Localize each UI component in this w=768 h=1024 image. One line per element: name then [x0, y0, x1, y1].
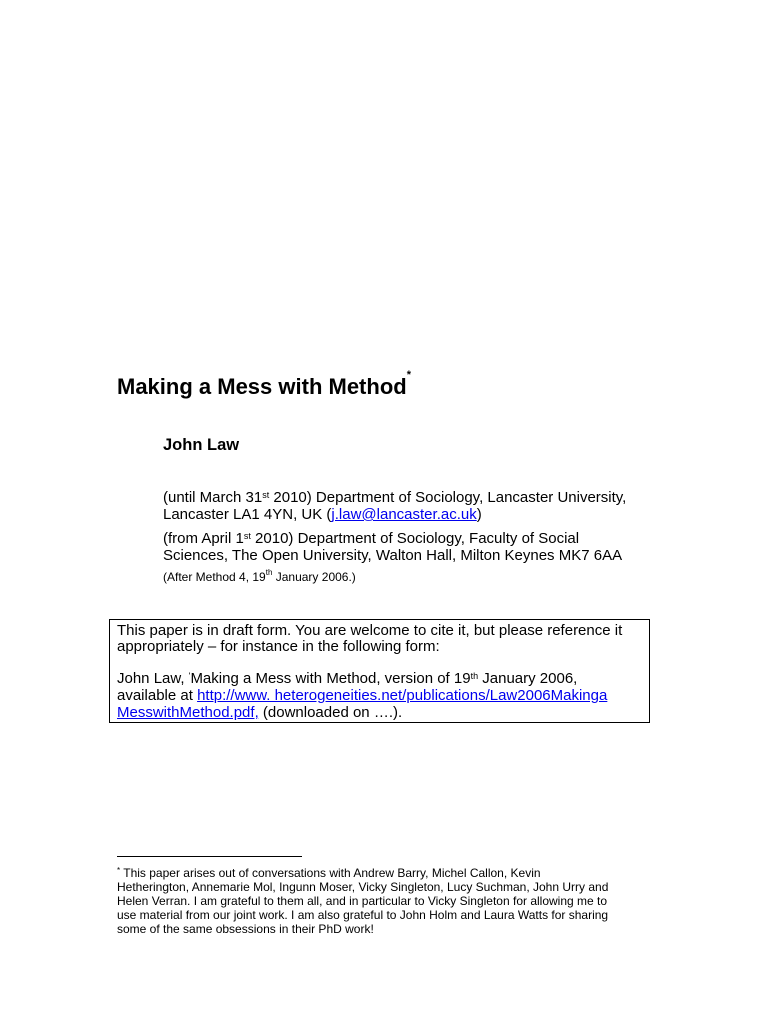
affiliation-2-text: 2010) Department of Sociology, Faculty of Social [250, 530, 580, 547]
title-text: Making a Mess with Method [117, 374, 407, 399]
footnote-separator [117, 856, 302, 857]
version-note [163, 570, 356, 584]
citation-line-2 [117, 687, 607, 705]
citation-text: January 2006, [478, 670, 578, 687]
citation-text: Making a Mess with Method, version of 19 [190, 670, 471, 687]
email-link[interactable]: j.law@lancaster.ac.uk [331, 506, 477, 523]
affiliation-1-text: Lancaster LA1 4YN, UK ( [163, 506, 332, 523]
ordinal-suffix: st [243, 531, 251, 541]
ordinal-suffix: th [470, 671, 479, 681]
affiliation-1-text: ) [476, 506, 482, 523]
affiliation-2-line-2: Sciences, The Open University, Walton Hall, Milton Keynes MK7 6AA [163, 547, 623, 564]
affiliation-1-text: (until March 31 [163, 489, 263, 506]
footnote-marker: * [117, 866, 121, 875]
citation-line-1 [117, 670, 577, 688]
footnote-text: This paper arises out of conversations with Andrew Barry, Michel Callon, Kevin [120, 866, 541, 880]
paper-url-link[interactable]: http://www. heterogeneities.net/publications/Law2006Makinga [197, 687, 608, 704]
version-note-text: (After Method 4, 19 [163, 570, 266, 584]
footnote-line-3: Helen Verran. I am grateful to them all, and in particular to Vicky Singleton for allowing me to [117, 894, 608, 908]
affiliation-1-line-2 [163, 506, 482, 524]
paper-title [117, 369, 411, 400]
title-footnote-marker: * [406, 369, 411, 381]
ordinal-suffix: st [262, 490, 270, 500]
citation-text: John Law, [117, 670, 189, 687]
citation-text: available at [117, 687, 198, 704]
version-note-text: January 2006.) [272, 570, 356, 584]
affiliation-2-text: (from April 1 [163, 530, 244, 547]
citation-text: (downloaded on ….). [258, 704, 403, 721]
quote-mark: ' [188, 671, 191, 681]
footnote-line-2: Hetherington, Annemarie Mol, Ingunn Moser, Vicky Singleton, Lucy Suchman, John Urry and [117, 880, 609, 894]
author-name: John Law [163, 436, 240, 454]
draft-notice-line-1: This paper is in draft form. You are welcome to cite it, but please reference it [117, 622, 623, 639]
footnote-line-5: some of the same obsessions in their PhD work! [117, 922, 374, 936]
footnote-line-1 [117, 866, 541, 880]
paper-url-link-continued[interactable]: MesswithMethod.pdf, [117, 704, 259, 721]
citation-line-3 [117, 704, 402, 722]
ordinal-suffix: th [265, 568, 273, 577]
affiliation-2-line-1 [163, 530, 579, 548]
affiliation-1-line-1 [163, 489, 626, 507]
footnote-line-4: use material from our joint work. I am also grateful to John Holm and Laura Watts for sharing [117, 908, 609, 922]
affiliation-1-text: 2010) Department of Sociology, Lancaster University, [269, 489, 627, 506]
draft-notice-line-2: appropriately – for instance in the following form: [117, 638, 440, 655]
